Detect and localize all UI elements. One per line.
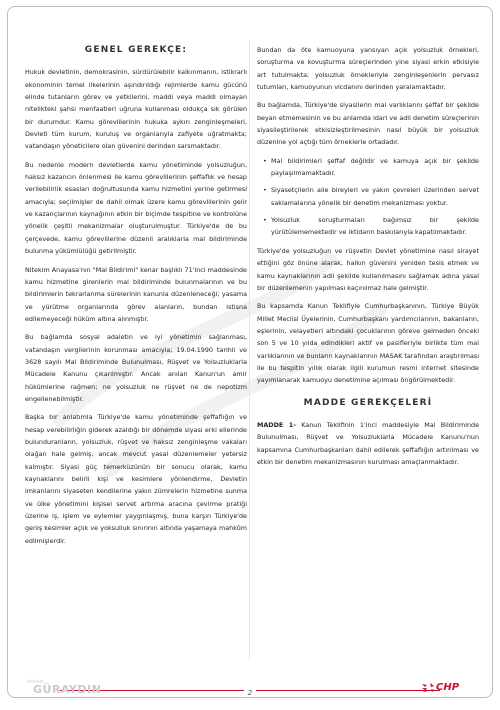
signature-first-name: Mehmet — [27, 679, 44, 684]
page-number: 2 — [244, 689, 256, 697]
list-item-text: Yolsuzluk soruşturmaları bağımsız bir şekilde yürütülememektedir ve iktidarın baskılarıyla kapatılmaktadır. — [271, 216, 479, 237]
bullet-icon: • — [263, 186, 267, 195]
list-item — [265, 214, 479, 239]
paragraph: Bu bağlamda sosyal adaletin ve iyi yönetimin sağlanması, vatandaşın vergilerinin korunması amacıyla; 19.04.1990 tarihli ve 3628 sayılı Mal Bildiriminde Bulunulması, Rüşvet ve Yolsuzluklarla Mücadele Kanunu çıkarılmıştır. Ancak anılan Kanun'un amir hükümlerine rağmen; ne yolsuzluk ne rüşvet ne de nepotizm engellenebilmiştir. — [25, 333, 247, 403]
paragraph: Başka bir anlatımla Türkiye'de kamu yönetiminde şeffaflığın ve hesap verebilirliğin giderek azaldığı bir dönemde siyasi erki ellerinde bulunduranların, yolsuzluk, rüşvet ve haksız zenginleşme vakaları olağan hale gelmiş, ancak mevcut yasal düzenlemeler yetersiz kalmıştır. Siyasi güç temerküzünün bir sonucu olarak, kamu kaynaklarını belirli kişi ve kesimlere yönlendirme, Devletin imkanlarını siyaseten kendilerine yakın zümrelerin hizmetine sunma ve ülke yönetimini kişisel servet artırma aracına çevirme pratiği üzerine iş, işlem ve eylemler yaygınlaşmış, buna karşın Türkiye'de geniş kesimler açlık ve yoksulluk sınırının altında yaşamaya mahkûm edilmişlerdir. — [25, 413, 247, 545]
list-item-text: Mal bildirimleri şeffaf değildir ve kamuya açık bir şekilde paylaşılmamaktadır. — [271, 156, 479, 178]
madde-label: MADDE 1- — [257, 420, 296, 429]
bullet-icon: • — [263, 156, 267, 165]
bullet-list — [257, 155, 479, 239]
list-item — [265, 184, 479, 209]
paragraph: Nitekim Anayasa'nın "Mal Bildirimi" kenar başlıklı 71'inci maddesinde kamu hizmetine girenlerin mal bildiriminde bulunmalarının ve bu bildirimlerin tekrarlanma sürelerinin kanunla düzenleneceği; yasama ve yürütme organlarında görev alanların, bundan istisna edilemeyeceği hüküm altına alınmıştır. — [25, 265, 247, 323]
madde-gerekceleri-heading: MADDE GEREKÇELERİ — [303, 397, 433, 408]
signature-name: GÜRAYDIN — [33, 683, 102, 696]
paragraph: Hukuk devletinin, demokrasinin, sürdürülebilir kalkınmanın, istikrarlı ekonominin temel ilkelerinin aşındırıldığı rejimlerde kamu gücünü elinde tutanların görev ve yetkilerini, maddi veya maddi olmayan nitelikteki şahsi menfaatleri uğruna kullanması oldukça sık görülen bir durumdur. Kamu görevlilerinin hukuka aykırı zenginleşmeleri, Devleti tüm kurum, kuruluş ve organlarıyla zafiyete uğratmakta; vatandaşın yöneticilere olan güvenini derinden sarsmaktadır. — [25, 68, 247, 151]
paragraph: Bu nedenle modern devletlerde kamu yönetiminde yolsuzluğun, haksız kazancın önlenmesi ile kamu görevlilerinin şeffaflık ve hesap verilebilirlik esasları doğrultusunda kamu hizmetini yerine getirmesi amacıyla; seçilmişler de dahil olmak üzere kamu görevlilerinin gelir ve kazançlarının kaynağının etkin bir biçimde tespitine ve kontrolüne yönelik çeşitli mekanizmalar oluşturulmuştur. Türkiye'de de bu çerçevede, kamu görevlilerine düzenli aralıklarla mal bildiriminde bulunma yükümlülüğü getirilmiştir. — [25, 160, 247, 256]
bullet-icon: • — [263, 216, 267, 225]
paragraph: Türkiye'de yolsuzluğun ve rüşvetin Devlet yönetimine nasıl sirayet ettiğini göz önüne alarak, halkın güvenini yeniden tesis etmek ve kamu kaynaklarının adil şekilde kullanılmasını sağlamak adına yasal bir düzenlemenin yapılması kaçınılmaz hale gelmiştir. — [257, 246, 479, 292]
paragraph: Bundan da öte kamuoyuna yansıyan açık yolsuzluk örnekleri, soruşturma ve kovuşturma süreçlerinden yine siyasi erkin etkisiyle art tutulmakta; yolsuzluk örnekleriyle zenginleşenlerin pervasız tutumları, kamuoyunun vicdanını derinden yaralamaktadır. — [257, 46, 479, 92]
column-divider — [249, 40, 250, 660]
paragraph: Bu bağlamda, Türkiye'de siyasilerin mal varlıklarını şeffaf bir şekilde beyan etmemesinin ve bu anlamda idari ve adli denetim süreçlerinin siyasileştirilerek etkisizleştirilmesinin nasıl büyük bir yolsuzluk düzenine yol açtığı tüm örneklerle ortadadır. — [257, 101, 479, 147]
chp-arrows-icon — [422, 683, 436, 693]
paragraph: Bu kapsamda Kanun Teklifiyle Cumhurbaşkanının, Türkiye Büyük Millet Meclisi Üyelerinin, Cumhurbaşkanı yardımcılarının, bakanların, eşlerinin, velayetleri altındaki çocuklarının göreve gelmeden önceki son 5 ve 10 yılda edindikleri aktif ve pasifleriyle birlikte tüm mal varlıklarının ve bunların kaynaklarının MASAK tarafından araştırılması ile bu tespitin yıllık olarak ilgili kurumun resmi internet sitesinde yayımlanarak kamuoyu denetimine açılması öngörülmektedir. — [257, 302, 479, 385]
left-column — [25, 44, 247, 553]
genel-gerekce-heading: GENEL GEREKÇE: — [84, 45, 188, 55]
list-item-text: Siyasetçilerin aile bireyleri ve yakın çevreleri üzerinden servet saklamalarına yönelik bir denetim mekanizması yoktur. — [271, 186, 479, 207]
madde-paragraph — [257, 419, 479, 468]
list-item — [265, 155, 479, 180]
right-column — [257, 44, 479, 474]
madde-text: Kanun Teklifinin 1'inci maddesiyle Mal Bildiriminde Bulunulması, Rüşvet ve Yolsuzluklarla Mücadele Kanunu'nun kapsamına Cumhurbaşkanları dahil edilerek şeffaflığın artırılması ve etkin bir denetim mekanizmasının kurulması amaçlanmaktadır. — [257, 420, 480, 466]
chp-logo: CHP — [436, 682, 460, 693]
